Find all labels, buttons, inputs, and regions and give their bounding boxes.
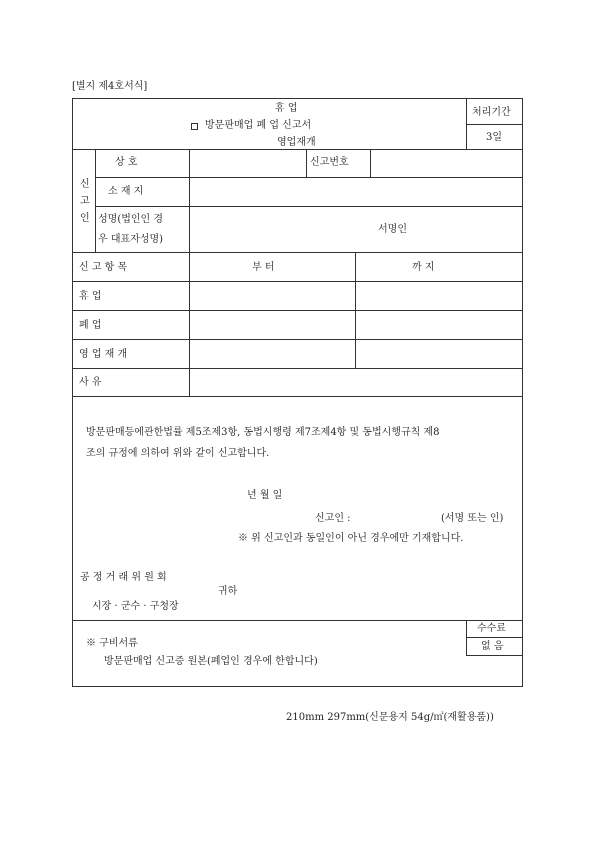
header-divider <box>72 149 523 150</box>
title-line-3: 영업재개 <box>277 137 316 148</box>
footer: 210mm 297mm(신문용지 54g/㎡(재활용품)) <box>286 712 494 723</box>
name-label-line-1: 성명(법인인 경 <box>98 214 164 225</box>
location-field[interactable] <box>192 180 520 203</box>
row-suspension-label: 휴 업 <box>79 291 102 302</box>
form-label: [별지 제4호서식] <box>72 81 148 92</box>
name-label-line-2: 우 대표자성명) <box>98 234 164 245</box>
reporter-group-label-2: 고 <box>80 196 90 207</box>
date-line: 년 월 일 <box>247 490 283 501</box>
signature-label: 서명인 <box>378 224 407 235</box>
fee-label: 수수료 <box>477 623 506 634</box>
report-number-label: 신고번호 <box>310 157 349 168</box>
checkbox[interactable] <box>191 123 198 130</box>
to-label: 까 지 <box>412 262 435 273</box>
fee-value: 없 음 <box>481 641 504 652</box>
note: ※ 위 신고인과 동일인이 아닌 경우에만 기재합니다. <box>238 533 464 544</box>
row-resume-label: 영 업 재 개 <box>79 349 128 360</box>
reporter-group-label-1: 신 <box>80 179 90 190</box>
processing-period-value: 3일 <box>486 132 503 143</box>
reason-label: 사 유 <box>79 377 102 388</box>
statement-line-1: 방문판매등에관한법률 제5조제3항, 동법시행령 제7조제4항 및 동법시행규칙 제8 <box>86 427 440 438</box>
documents-title: ※ 구비서류 <box>86 638 138 649</box>
title-line-1: 휴 업 <box>275 103 298 114</box>
documents-item: 방문판매업 신고증 원본(폐업인 경우에 한합니다) <box>104 656 318 667</box>
location-label: 소 재 지 <box>108 186 144 197</box>
reporter-group-label-3: 인 <box>80 213 90 224</box>
trade-name-field[interactable] <box>192 152 304 174</box>
sign-note: (서명 또는 인) <box>441 513 504 524</box>
recipient-line-1: 공 정 거 래 위 원 회 <box>80 572 167 583</box>
reporter-divider <box>72 252 523 253</box>
title-line-2: 방문판매업 폐 업 신고서 <box>205 120 312 131</box>
documents-divider <box>72 620 523 621</box>
report-number-field[interactable] <box>373 152 520 174</box>
statement-line-2: 조의 규정에 의하여 위와 같이 신고합니다. <box>86 448 270 459</box>
row-closure-label: 폐 업 <box>79 320 102 331</box>
from-label: 부 터 <box>252 262 275 273</box>
reporter-sign-label: 신고인 : <box>315 513 351 524</box>
recipient-line-2: 시장 · 군수 · 구청장 <box>92 601 179 612</box>
recipient-honorific: 귀하 <box>218 586 238 597</box>
items-divider <box>72 396 523 397</box>
items-header-label: 신 고 항 목 <box>79 262 128 273</box>
trade-name-label: 상 호 <box>115 157 138 168</box>
processing-period-label: 처리기간 <box>472 107 511 118</box>
